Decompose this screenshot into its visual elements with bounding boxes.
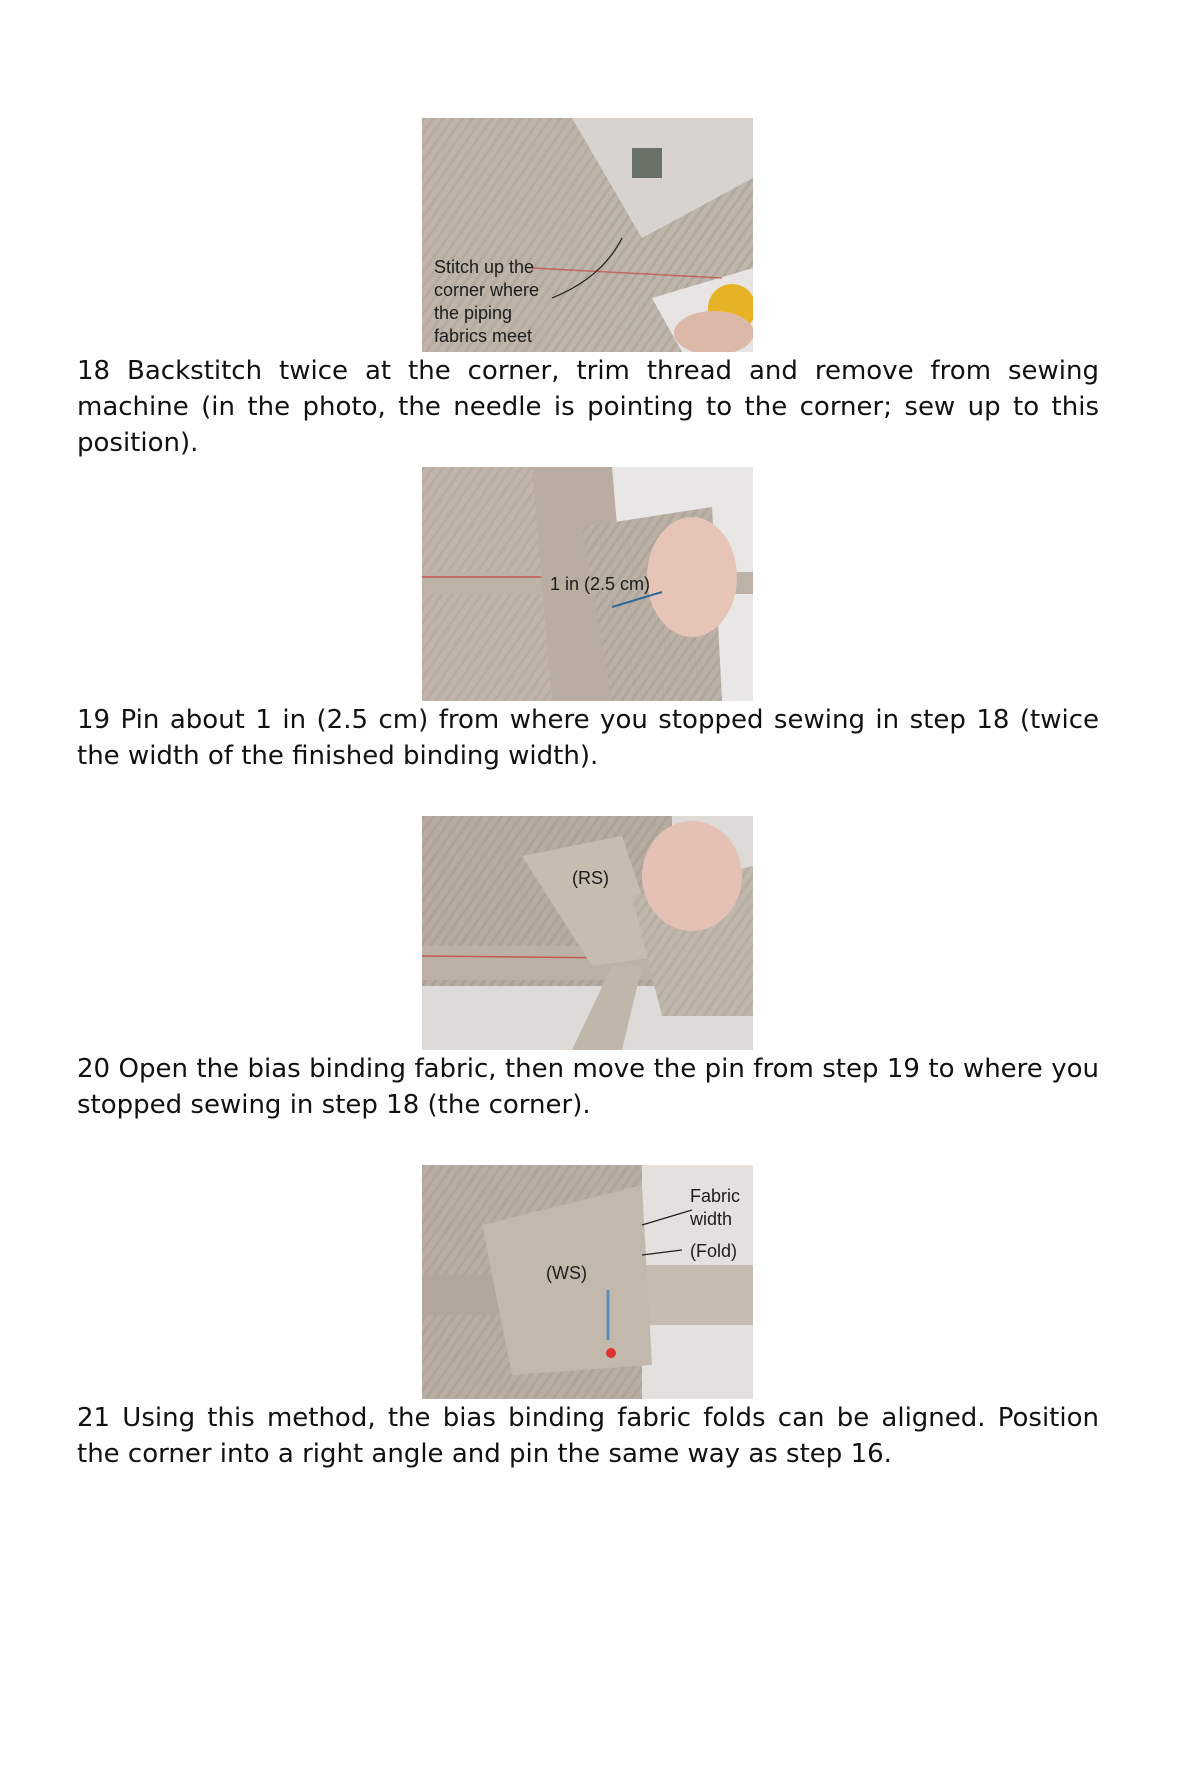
label-fabric: Fabric (690, 1186, 741, 1206)
label-stitch-up: Stitch up the (434, 257, 535, 277)
pin-binding-illustration (422, 467, 753, 701)
label-one-inch: 1 in (2.5 cm) (550, 574, 651, 594)
step-21-photo (422, 1165, 753, 1399)
open-binding-illustration (422, 816, 753, 1050)
aligned-corner-illustration (422, 1165, 753, 1399)
label-the-piping: the piping (434, 303, 513, 323)
step-20-text: 20 Open the bias binding fabric, then move the pin from step 19 to where you stopped sewing in step 18 (the corner). (77, 1054, 1099, 1120)
label-ws: (WS) (546, 1263, 587, 1283)
label-rs: (RS) (572, 868, 609, 888)
label-width: width (690, 1209, 733, 1229)
step-18-photo (422, 118, 753, 352)
label-corner-where: corner where (434, 280, 540, 300)
sewing-corner-illustration (422, 118, 753, 352)
step-21-text: 21 Using this method, the bias binding fabric folds can be aligned. Position the corner into a right angle and pin the same way as step 16. (77, 1403, 1099, 1469)
label-fold: (Fold) (690, 1241, 738, 1261)
step-20-photo (422, 816, 753, 1050)
step-19-photo (422, 467, 753, 701)
step-19-text: 19 Pin about 1 in (2.5 cm) from where you stopped sewing in step 18 (twice the width of the finished binding width). (77, 705, 1099, 771)
label-fabrics-meet: fabrics meet (434, 326, 533, 346)
step-18-text: 18 Backstitch twice at the corner, trim thread and remove from sewing machine (in the photo, the needle is pointing to the corner; sew up to this position). (77, 356, 1099, 458)
